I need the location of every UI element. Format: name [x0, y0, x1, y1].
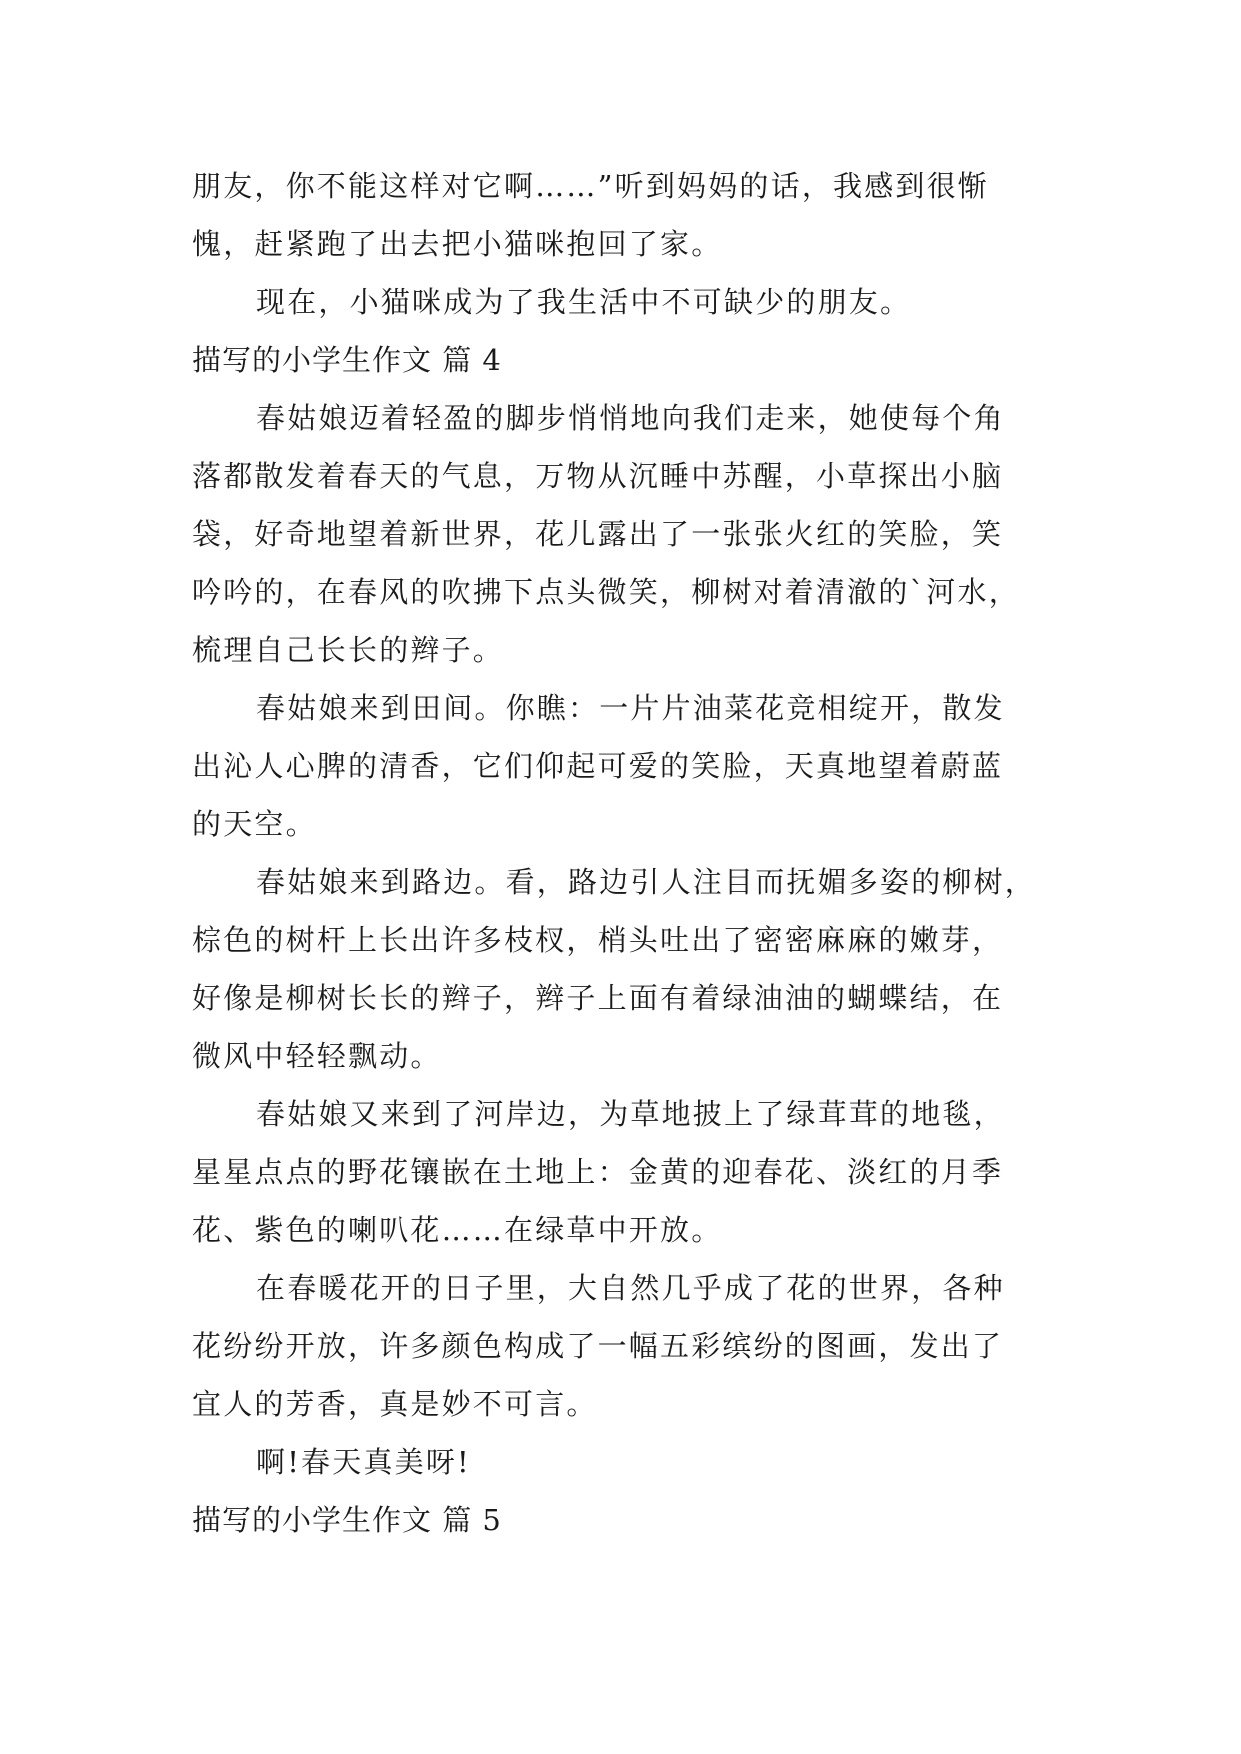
paragraph-line: 春姑娘来到田间。你瞧：一片片油菜花竞相绽开，散发	[256, 691, 1005, 725]
paragraph-line: 梳理自己长长的辫子。	[192, 633, 505, 667]
paragraph-line: 愧，赶紧跑了出去把小猫咪抱回了家。	[192, 227, 723, 261]
paragraph-line: 好像是柳树长长的辫子，辫子上面有着绿油油的蝴蝶结，在	[192, 981, 1004, 1015]
paragraph-line: 花、紫色的喇叭花……在绿草中开放。	[192, 1213, 723, 1247]
paragraph-line: 棕色的树杆上长出许多枝杈，梢头吐出了密密麻麻的嫩芽，	[192, 923, 1004, 957]
paragraph-line: 出沁人心脾的清香，它们仰起可爱的笑脸，天真地望着蔚蓝	[192, 749, 1004, 783]
paragraph-line: 现在，小猫咪成为了我生活中不可缺少的朋友。	[256, 285, 912, 319]
paragraph-line: 啊!春天真美呀!	[256, 1445, 471, 1479]
paragraph-line: 袋，好奇地望着新世界，花儿露出了一张张火红的笑脸，笑	[192, 517, 1004, 551]
paragraph-line: 朋友，你不能这样对它啊……”听到妈妈的话，我感到很惭	[192, 169, 990, 203]
paragraph-line: 在春暖花开的日子里，大自然几乎成了花的世界，各种	[256, 1271, 1005, 1305]
paragraph-line: 的天空。	[192, 807, 317, 841]
paragraph-line: 春姑娘迈着轻盈的脚步悄悄地向我们走来，她使每个角	[256, 401, 1005, 435]
section-heading: 描写的小学生作文 篇 5	[192, 1503, 502, 1537]
paragraph-line: 春姑娘来到路边。看，路边引人注目而抚媚多姿的柳树，	[256, 865, 1037, 899]
paragraph-line: 星星点点的野花镶嵌在土地上：金黄的迎春花、淡红的月季	[192, 1155, 1004, 1189]
paragraph-line: 花纷纷开放，许多颜色构成了一幅五彩缤纷的图画，发出了	[192, 1329, 1004, 1363]
paragraph-line: 宜人的芳香，真是妙不可言。	[192, 1387, 598, 1421]
paragraph-line: 微风中轻轻飘动。	[192, 1039, 442, 1073]
section-heading: 描写的小学生作文 篇 4	[192, 343, 502, 377]
paragraph-line: 吟吟的，在春风的吹拂下点头微笑，柳树对着清澈的`河水，	[192, 575, 1020, 609]
paragraph-line: 落都散发着春天的气息，万物从沉睡中苏醒，小草探出小脑	[192, 459, 1004, 493]
paragraph-line: 春姑娘又来到了河岸边，为草地披上了绿茸茸的地毯，	[256, 1097, 1005, 1131]
